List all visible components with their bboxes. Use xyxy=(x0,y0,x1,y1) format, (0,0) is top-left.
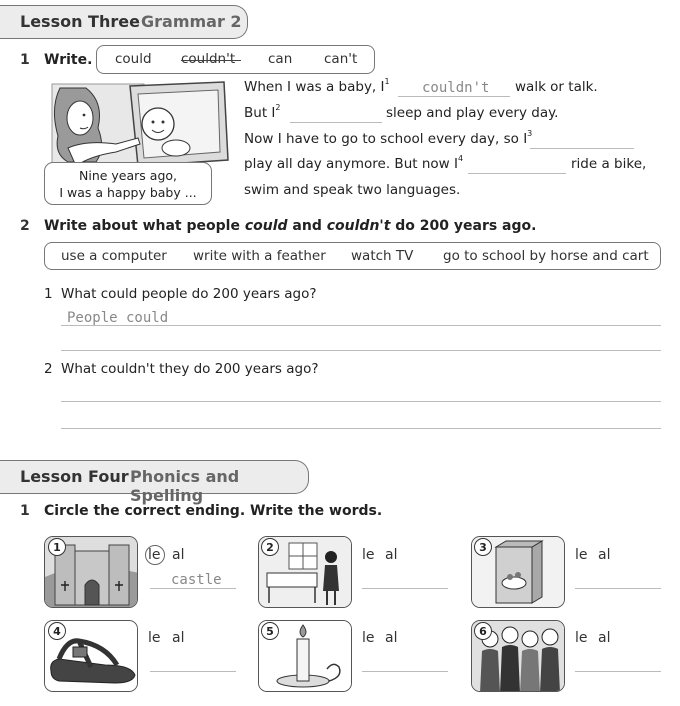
exercise-number: 2 xyxy=(20,218,30,234)
answer-line xyxy=(575,588,661,589)
instr-could: could xyxy=(244,218,288,234)
exercise-number: 1 xyxy=(20,503,30,519)
text-line-5: swim and speak two languages. xyxy=(244,182,461,198)
lesson-three-header xyxy=(0,5,248,39)
writing-line xyxy=(61,428,661,429)
instr-part: do 200 years ago. xyxy=(390,218,537,234)
item-answer: castle xyxy=(171,572,222,588)
question-1-answer: People could xyxy=(67,310,169,326)
line4-post: ride a bike, xyxy=(571,156,647,172)
ending-le[interactable]: le xyxy=(575,630,588,646)
text-line-2 xyxy=(244,105,280,121)
line1-post: walk or talk. xyxy=(515,79,598,95)
answer-line xyxy=(150,671,236,672)
instr-part: and xyxy=(287,218,327,234)
writing-line xyxy=(61,325,661,326)
lesson-title: Lesson Four xyxy=(20,467,129,486)
exercise-number: 1 xyxy=(20,52,30,68)
answer-line xyxy=(150,588,236,589)
answer-line-3 xyxy=(530,148,634,149)
gap-number: 3 xyxy=(527,129,533,138)
answer-line xyxy=(575,671,661,672)
caption-line-2: I was a happy baby ... xyxy=(59,185,197,200)
writing-line xyxy=(61,401,661,402)
text-line-1 xyxy=(244,79,390,95)
question-number: 1 xyxy=(44,286,53,302)
writing-line xyxy=(61,350,661,351)
phrase-horse-cart: go to school by horse and cart xyxy=(443,248,649,264)
ending-al[interactable]: al xyxy=(598,547,611,563)
answer-1: couldn't xyxy=(422,80,490,96)
ending-le[interactable]: le xyxy=(148,630,161,646)
item-number-badge: 6 xyxy=(474,622,492,640)
ending-al[interactable]: al xyxy=(172,547,185,563)
gap-number: 4 xyxy=(457,154,464,163)
word-box xyxy=(96,45,375,74)
phrase-box xyxy=(44,242,661,270)
phrase-tv: watch TV xyxy=(351,248,414,264)
word-could: could xyxy=(115,51,152,67)
phrase-feather: write with a feather xyxy=(193,248,326,264)
item-number-badge: 3 xyxy=(474,538,492,556)
line3-pre: Now I have to go to school every day, so I xyxy=(244,131,528,147)
text-line-4 xyxy=(244,156,463,172)
item-number-badge: 5 xyxy=(261,622,279,640)
ending-le[interactable]: le xyxy=(362,547,375,563)
exercise-instruction: Circle the correct ending. Write the words. xyxy=(44,503,383,519)
line2-post: sleep and play every day. xyxy=(386,105,559,121)
question-1: What could people do 200 years ago? xyxy=(61,286,317,302)
strikethrough-mark xyxy=(181,60,241,61)
word-couldnt: couldn't xyxy=(181,51,236,67)
line1-pre: When I was a baby, I xyxy=(244,79,385,95)
ending-le[interactable]: le xyxy=(362,630,375,646)
answer-line-1 xyxy=(398,96,510,97)
ending-le[interactable]: le xyxy=(148,547,161,563)
ending-al[interactable]: al xyxy=(598,630,611,646)
ending-al[interactable]: al xyxy=(385,630,398,646)
answer-line-4 xyxy=(468,173,566,174)
line4-pre: play all day anymore. But now I xyxy=(244,156,458,172)
answer-line-2 xyxy=(290,122,382,123)
phrase-computer: use a computer xyxy=(61,248,167,264)
speech-caption xyxy=(44,162,212,205)
item-number-badge: 4 xyxy=(48,622,66,640)
question-2: What couldn't they do 200 years ago? xyxy=(61,361,319,377)
answer-line xyxy=(362,671,448,672)
item-number-badge: 2 xyxy=(261,538,279,556)
gap-number: 2 xyxy=(275,103,281,112)
question-number: 2 xyxy=(44,361,53,377)
item-number-badge: 1 xyxy=(48,538,66,556)
answer-line xyxy=(362,588,448,589)
lesson-title: Lesson Three xyxy=(20,12,140,31)
ending-al[interactable]: al xyxy=(385,547,398,563)
exercise-instruction: Write. xyxy=(44,52,93,68)
lesson-subtitle: Grammar 2 xyxy=(141,12,242,31)
word-cant: can't xyxy=(324,51,358,67)
lesson-four-header xyxy=(0,460,309,505)
ending-le[interactable]: le xyxy=(575,547,588,563)
caption-line-1: Nine years ago, xyxy=(79,168,177,183)
text-line-3 xyxy=(244,131,532,147)
exercise-instruction xyxy=(44,218,536,234)
instr-couldnt: couldn't xyxy=(326,218,391,234)
instr-part: Write about what people xyxy=(44,218,245,234)
ending-al[interactable]: al xyxy=(172,630,185,646)
line2-pre: But I xyxy=(244,105,276,121)
word-can: can xyxy=(268,51,293,67)
lesson-subtitle: Phonics and Spelling xyxy=(130,467,240,505)
gap-number: 1 xyxy=(384,77,390,86)
